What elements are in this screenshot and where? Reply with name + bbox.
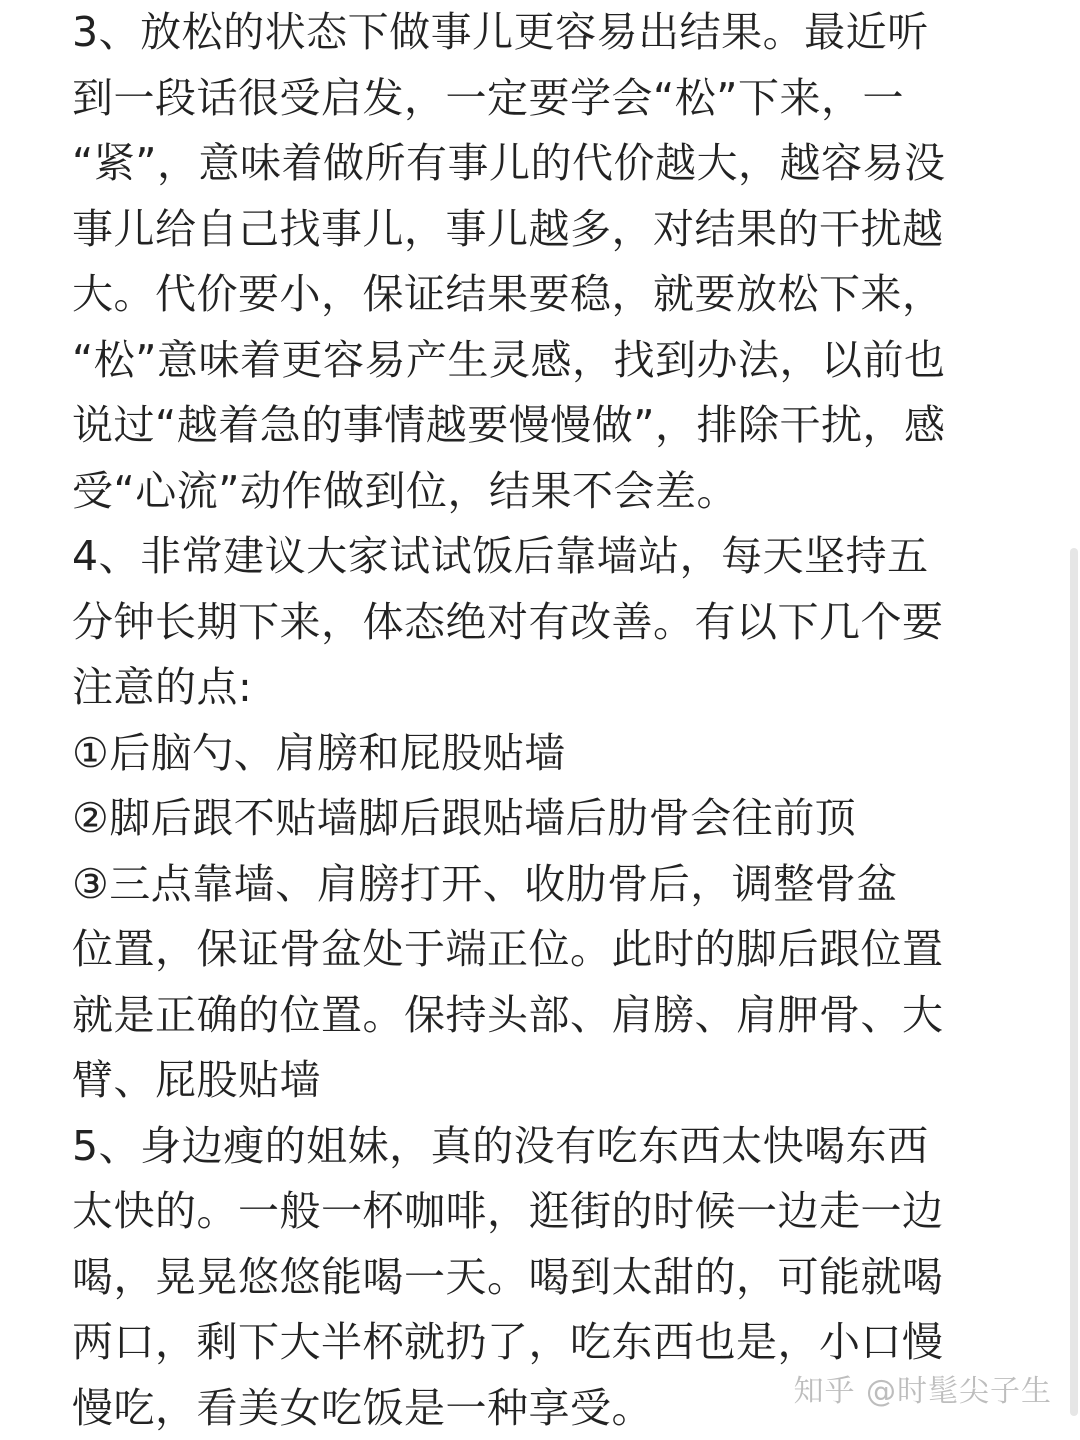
text-line: 慢吃，看美女吃饭是一种享受。: [72, 1383, 653, 1432]
text-line: 两口，剩下大半杯就扔了，吃东西也是，小口慢: [72, 1318, 944, 1366]
text-line: 到一段话很受启发，一定要学会“松”下来，一: [72, 73, 904, 122]
text-line: 分钟长期下来，体态绝对有改善。有以下几个要: [72, 597, 944, 646]
scrollbar[interactable]: [1070, 548, 1078, 1416]
text-line: 5、身边瘦的姐妹，真的没有吃东西太快喝东西: [72, 1121, 929, 1170]
text-line: 臂、屁股贴墙: [72, 1056, 321, 1104]
text-line: 大。代价要小，保证结果要稳，就要放松下来，: [72, 270, 944, 318]
text-line: ①后脑勺、肩膀和屁股贴墙: [72, 728, 566, 777]
article-body: [72, 0, 1012, 1440]
text-line: 喝，晃晃悠悠能喝一天。喝到太甜的，可能就喝: [72, 1252, 944, 1301]
text-line: “松”意味着更容易产生灵感，找到办法，以前也: [72, 335, 946, 384]
text-line: 受“心流”动作做到位，结果不会差。: [72, 466, 738, 515]
text-line: 太快的。一般一杯咖啡，逛街的时候一边走一边: [72, 1187, 944, 1235]
text-line: 事儿给自己找事儿，事儿越多，对结果的干扰越: [72, 204, 944, 253]
text-line: ③三点靠墙、肩膀打开、收肋骨后，调整骨盆: [72, 859, 898, 908]
text-line: 3、放松的状态下做事儿更容易出结果。最近听: [72, 8, 929, 56]
text-line: 说过“越着急的事情越要慢慢做”，排除干扰，感: [72, 401, 946, 449]
text-line: 就是正确的位置。保持头部、肩膀、肩胛骨、大: [72, 990, 944, 1039]
text-line: ②脚后跟不贴墙脚后跟贴墙后肋骨会往前顶: [72, 794, 857, 842]
text-line: 位置，保证骨盆处于端正位。此时的脚后跟位置: [72, 925, 944, 973]
text-line: 4、非常建议大家试试饭后靠墙站，每天坚持五: [72, 532, 929, 580]
text-line: 注意的点:: [72, 663, 253, 711]
text-line: “紧”，意味着做所有事儿的代价越大，越容易没: [72, 139, 946, 187]
zhihu-watermark: 知乎 @时髦尖子生: [793, 1374, 1052, 1409]
